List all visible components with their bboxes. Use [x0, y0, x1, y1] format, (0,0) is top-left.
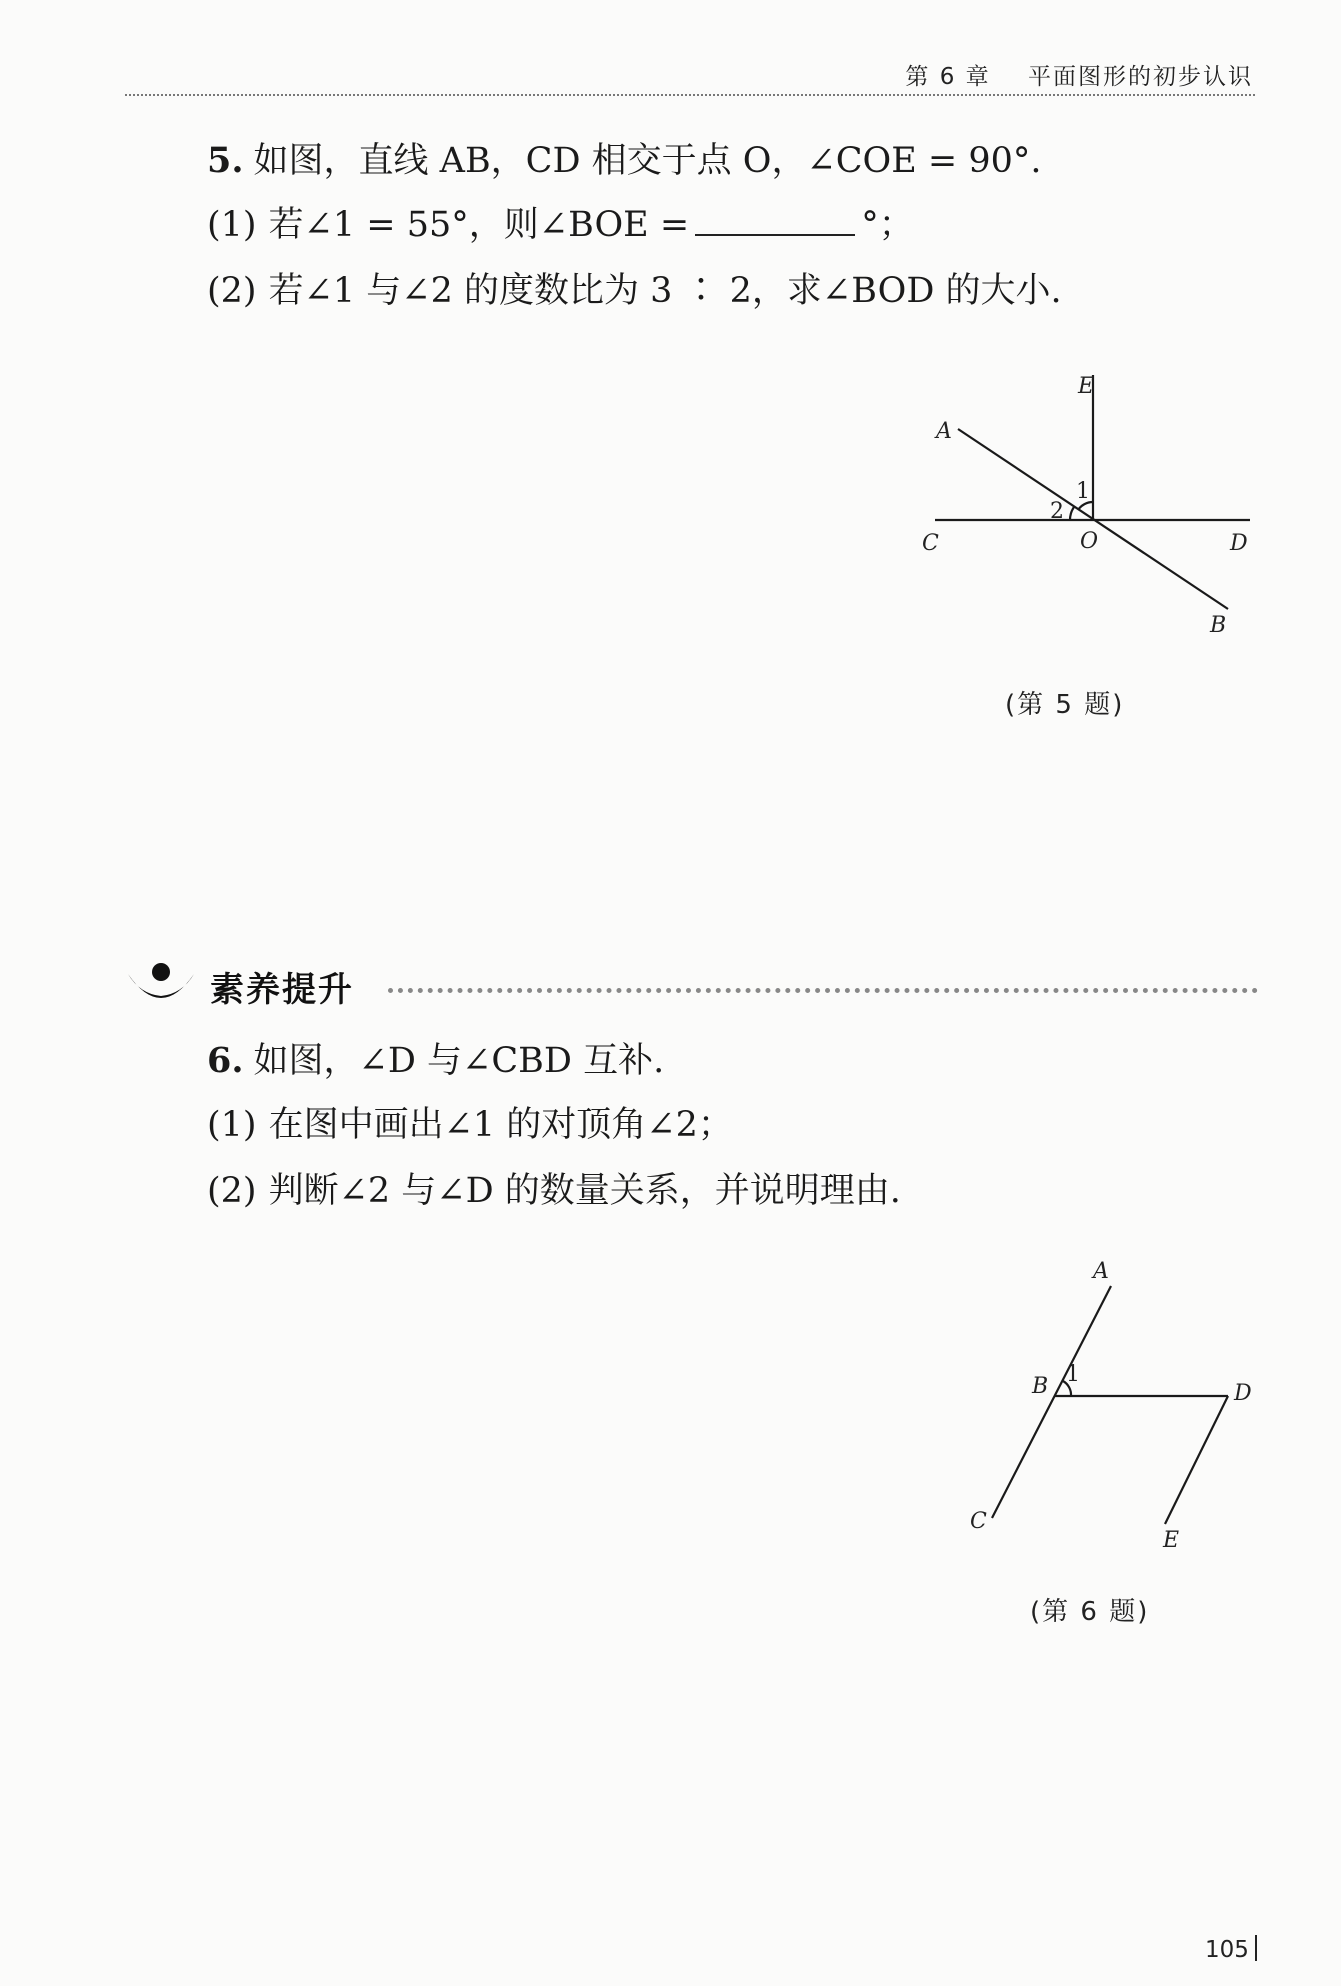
- q6-figure: [940, 1250, 1280, 1570]
- section-icon: [122, 960, 200, 1008]
- q6-stem: 如图，∠D 与∠CBD 互补.: [253, 1041, 665, 1081]
- q5-part1-unit: °；: [861, 205, 914, 245]
- q6-label-e: E: [1163, 1528, 1180, 1553]
- q5-angle2-arc: [1070, 507, 1074, 520]
- q5-part1-line: [207, 205, 914, 245]
- q5-part2-label: (2): [207, 271, 257, 311]
- q6-part1-text: 在图中画出∠1 的对顶角∠2；: [268, 1105, 733, 1145]
- q6-line-ac: [992, 1286, 1111, 1518]
- q5-label-angle2: 2: [1050, 499, 1064, 524]
- chapter-number: 第 6 章: [905, 64, 991, 90]
- page-number-bar: [1255, 1935, 1257, 1961]
- q6-stem-line: [207, 1040, 665, 1081]
- q5-part2-text: 若∠1 与∠2 的度数比为 3 ∶ 2，求∠BOD 的大小.: [268, 271, 1062, 311]
- q5-stem: 如图，直线 AB，CD 相交于点 O，∠COE = 90°.: [253, 141, 1042, 181]
- q5-figure: [900, 360, 1280, 650]
- q6-label-d: D: [1234, 1381, 1252, 1406]
- q6-label-b: B: [1032, 1374, 1049, 1399]
- q5-label-o: O: [1080, 529, 1099, 554]
- q6-part2-line: [207, 1171, 901, 1211]
- q5-label-a: A: [936, 419, 952, 444]
- chapter-title: 平面图形的初步认识: [1028, 64, 1253, 90]
- q5-label-angle1: 1: [1076, 479, 1090, 504]
- header-divider: [125, 94, 1255, 96]
- q6-part2-label: (2): [207, 1171, 257, 1211]
- q5-label-b: B: [1210, 613, 1227, 638]
- q5-answer-blank[interactable]: [695, 233, 855, 236]
- page-number: [1205, 1935, 1257, 1963]
- q5-label-c: C: [922, 531, 939, 556]
- q5-part2-line: [207, 271, 1062, 311]
- q5-label-d: D: [1230, 531, 1248, 556]
- q5-part1-label: (1): [207, 205, 257, 245]
- q6-part2-text: 判断∠2 与∠D 的数量关系，并说明理由.: [268, 1171, 901, 1211]
- q5-part1-text: 若∠1 = 55°，则∠BOE =: [268, 205, 690, 245]
- section-title: 素养提升: [210, 970, 354, 1010]
- q5-caption: (第 5 题): [1005, 690, 1125, 720]
- q6-caption: (第 6 题): [1030, 1597, 1150, 1627]
- q6-label-angle1: 1: [1066, 1362, 1080, 1387]
- page-number-text: 105: [1205, 1937, 1249, 1963]
- q6-part1-line: [207, 1105, 733, 1145]
- q5-label-e: E: [1078, 374, 1095, 399]
- section-divider: [388, 988, 1258, 993]
- q5-stem-line: [207, 140, 1042, 181]
- page-header: [905, 58, 1253, 91]
- q6-label-c: C: [970, 1509, 987, 1534]
- q6-number: 6.: [207, 1040, 244, 1081]
- q6-line-de: [1165, 1396, 1228, 1524]
- q6-label-a: A: [1093, 1259, 1109, 1284]
- q6-part1-label: (1): [207, 1105, 257, 1145]
- q5-number: 5.: [207, 140, 244, 181]
